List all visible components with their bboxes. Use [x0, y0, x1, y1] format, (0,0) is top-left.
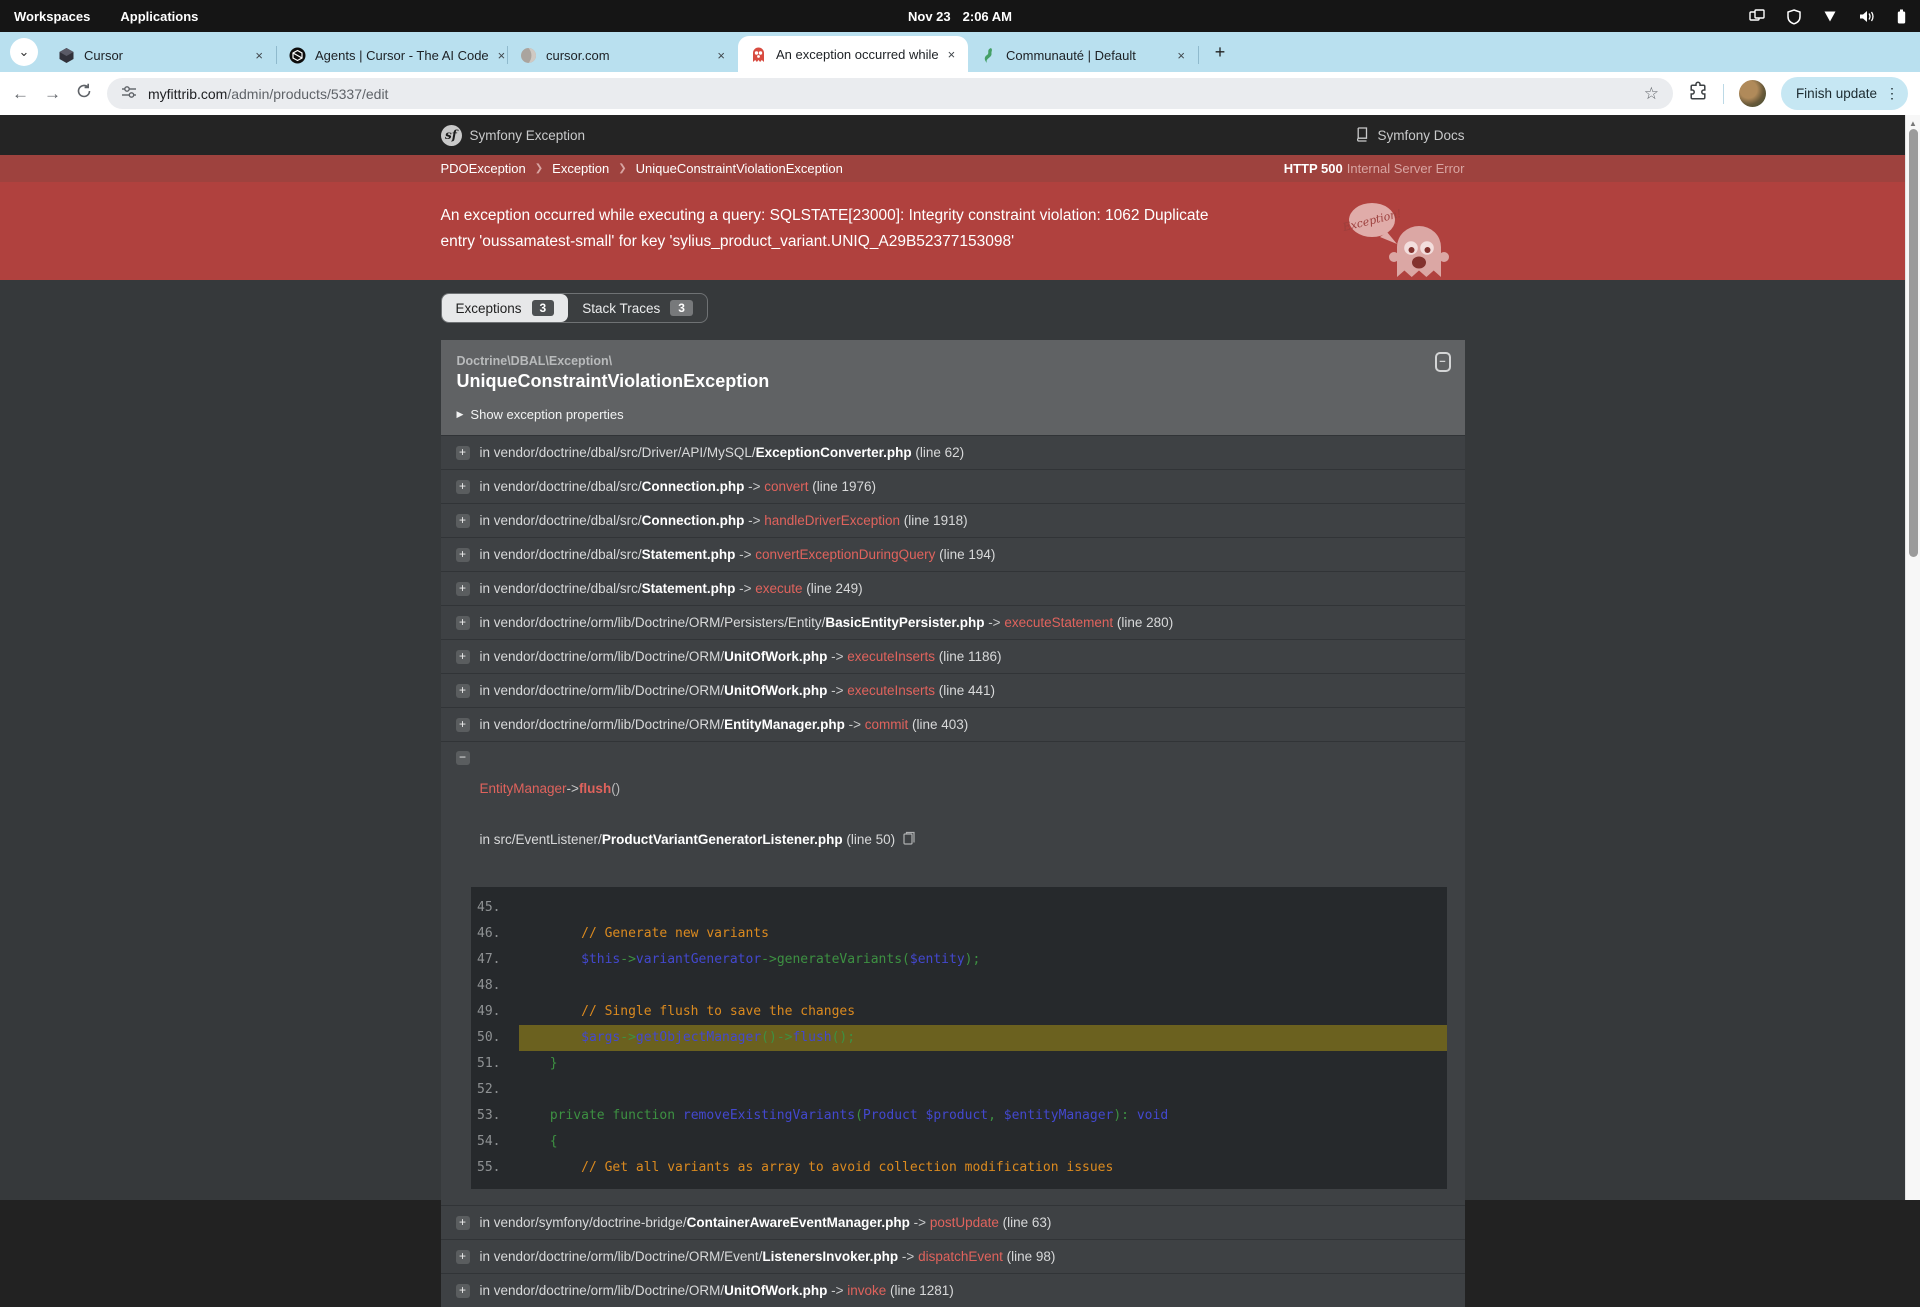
- trace-row[interactable]: [441, 605, 1465, 639]
- cursor-com-favicon: [520, 47, 537, 64]
- svg-text:Exception!: Exception!: [1340, 206, 1403, 235]
- expand-row-icon[interactable]: +: [456, 480, 470, 494]
- code-text: // Generate new variants: [518, 926, 769, 941]
- code-text: [519, 1077, 1447, 1103]
- trace-row[interactable]: [441, 707, 1465, 741]
- trace-text: in vendor/doctrine/dbal/src/Driver/API/MySQL/ExceptionConverter.php (line 62): [479, 445, 965, 460]
- line-number: 54.: [477, 1134, 501, 1149]
- code-text: [519, 895, 1447, 921]
- symfony-ghost-illustration: [1340, 199, 1463, 292]
- tab-cursor-com[interactable]: [508, 38, 738, 72]
- clock: Nov 23 2:06 AM: [907, 8, 1013, 24]
- code-excerpt: [471, 887, 1447, 1189]
- trace-row[interactable]: [441, 1239, 1465, 1273]
- expand-row-icon[interactable]: +: [456, 684, 470, 698]
- code-text: // Single flush to save the changes: [518, 1004, 856, 1019]
- shield-icon[interactable]: [1787, 9, 1801, 24]
- trace-row[interactable]: [441, 469, 1465, 503]
- http-status: HTTP 500 Internal Server Error: [1283, 161, 1465, 176]
- close-icon[interactable]: ×: [497, 47, 506, 63]
- browser-tab-strip: [0, 32, 1920, 72]
- trace-call: EntityManager->flush(): [479, 781, 621, 796]
- expand-row-icon[interactable]: +: [456, 1250, 470, 1264]
- tab-title: Cursor: [84, 47, 124, 63]
- scroll-up-arrow[interactable]: ▲: [1909, 119, 1917, 128]
- exception-namespace: Doctrine\DBAL\Exception\: [456, 354, 613, 368]
- chevron-right-icon: ❯: [618, 163, 627, 174]
- breadcrumb-item[interactable]: PDOException: [440, 161, 526, 176]
- line-number: 48.: [477, 978, 501, 993]
- trace-text: in vendor/doctrine/dbal/src/Statement.php -> execute (line 249): [479, 581, 863, 596]
- line-number: 45.: [477, 900, 501, 915]
- tab-exceptions[interactable]: Exceptions 3: [442, 294, 569, 322]
- code-text: private function removeExistingVariants(Product $product, $entityManager): void: [549, 1108, 1169, 1123]
- url-bar[interactable]: [107, 78, 1673, 109]
- exception-panel: [441, 340, 1465, 1307]
- stack-traces-count-badge: 3: [670, 300, 693, 316]
- code-line: [471, 895, 1447, 921]
- code-line: [471, 1077, 1447, 1103]
- expand-row-icon[interactable]: +: [456, 446, 470, 460]
- chevron-right-icon: ❯: [534, 163, 544, 174]
- workspaces-menu[interactable]: Workspaces: [14, 8, 91, 24]
- expand-row-icon[interactable]: +: [456, 582, 470, 596]
- show-exception-properties-toggle[interactable]: ▶ Show exception properties: [456, 407, 624, 422]
- exception-content: [0, 280, 1905, 1307]
- trace-row[interactable]: [441, 639, 1465, 673]
- trace-row[interactable]: [441, 1205, 1465, 1239]
- trace-row[interactable]: [441, 571, 1465, 605]
- toolbar-divider: [1723, 84, 1724, 104]
- breadcrumb-item[interactable]: Exception: [552, 161, 610, 176]
- stack-trace-list-top: [441, 435, 1465, 741]
- tab-exception-active[interactable]: [738, 36, 968, 72]
- code-excerpt-wrap: [441, 887, 1465, 1205]
- trace-row[interactable]: [441, 1273, 1465, 1307]
- exception-message: An exception occurred while executing a query: SQLSTATE[23000]: Integrity constraint violation: 1062 Duplicate entry 'oussamatest-small' for key 'sylius_product_variant.UNIQ_A29B52377153098': [440, 207, 1209, 250]
- code-line: [471, 921, 1447, 947]
- code-text: // Get all variants as array to avoid collection modification issues: [518, 1160, 1114, 1175]
- code-line: [471, 1025, 1447, 1051]
- line-number: 46.: [477, 926, 501, 941]
- trace-row[interactable]: [441, 673, 1465, 707]
- trace-text: in vendor/doctrine/dbal/src/Connection.php -> handleDriverException (line 1918): [479, 513, 968, 528]
- symfony-header: [0, 115, 1905, 155]
- screen-share-icon[interactable]: [1749, 9, 1765, 23]
- exception-panel-header: [441, 340, 1465, 435]
- tab-title: Communauté | Default: [1006, 47, 1136, 63]
- line-number: 51.: [477, 1056, 501, 1071]
- code-line: [471, 1103, 1447, 1129]
- close-icon[interactable]: ×: [947, 46, 956, 62]
- network-icon[interactable]: [1823, 10, 1837, 23]
- symfony-ghost-favicon: [750, 46, 767, 63]
- tab-title: Agents | Cursor - The AI Code: [315, 47, 489, 63]
- trace-text: in vendor/doctrine/dbal/src/Connection.php -> convert (line 1976): [479, 479, 877, 494]
- browser-toolbar: [0, 72, 1920, 115]
- tab-agents-cursor[interactable]: [277, 38, 507, 72]
- collapse-row-icon[interactable]: −: [456, 751, 470, 765]
- trace-row[interactable]: [441, 435, 1465, 469]
- new-tab-button[interactable]: +: [1214, 41, 1226, 62]
- site-settings-icon[interactable]: [121, 84, 137, 103]
- cursor-favicon: [58, 47, 75, 64]
- code-line: [471, 999, 1447, 1025]
- tab-separator: [1198, 46, 1199, 64]
- close-icon[interactable]: ×: [255, 47, 263, 63]
- vertical-scrollbar[interactable]: [1905, 115, 1920, 1200]
- expand-row-icon[interactable]: +: [456, 548, 470, 562]
- extensions-icon[interactable]: [1688, 81, 1708, 106]
- trace-text: in vendor/doctrine/dbal/src/Statement.php -> convertExceptionDuringQuery (line 194): [479, 547, 996, 562]
- code-text: $args->getObjectManager()->flush();: [519, 1025, 1447, 1051]
- expand-row-icon[interactable]: +: [456, 616, 470, 630]
- expanded-trace-row[interactable]: [441, 741, 1465, 887]
- back-button[interactable]: ←: [12, 83, 29, 103]
- exceptions-count-badge: 3: [532, 300, 555, 316]
- bookmark-star-icon[interactable]: ☆: [1643, 83, 1659, 103]
- web-page: [0, 115, 1905, 1298]
- code-line: [471, 1155, 1447, 1181]
- expand-row-icon[interactable]: +: [456, 1284, 470, 1298]
- browser-menu-icon[interactable]: ⋮: [1885, 85, 1899, 101]
- url-text: myfittrib.com/admin/products/5337/edit: [148, 85, 389, 102]
- close-icon[interactable]: ×: [1177, 47, 1185, 63]
- code-text: }: [518, 1056, 558, 1071]
- exception-message-banner: [0, 182, 1905, 280]
- chevron-down-icon: ⌄: [18, 44, 30, 59]
- system-top-bar: [0, 0, 1920, 32]
- book-icon: [1355, 127, 1369, 144]
- finish-update-button[interactable]: Finish update ⋮: [1781, 77, 1908, 110]
- expand-row-icon[interactable]: +: [456, 650, 470, 664]
- code-line: [471, 973, 1447, 999]
- trace-row[interactable]: [441, 503, 1465, 537]
- volume-icon[interactable]: [1859, 10, 1875, 23]
- line-number: 52.: [477, 1082, 501, 1097]
- reload-button[interactable]: [76, 83, 92, 104]
- battery-icon[interactable]: [1897, 9, 1906, 24]
- scrollbar-thumb[interactable]: [1909, 129, 1918, 557]
- tab-title: cursor.com: [546, 47, 610, 63]
- tab-title: An exception occurred while: [776, 46, 939, 62]
- trace-row[interactable]: [441, 537, 1465, 571]
- line-number: 55.: [477, 1160, 501, 1175]
- symfony-docs-link[interactable]: Symfony Docs: [1355, 127, 1464, 144]
- stack-trace-list-bottom: [441, 1205, 1465, 1307]
- profile-avatar[interactable]: [1739, 80, 1766, 107]
- line-number: 50.: [477, 1030, 501, 1045]
- line-number: 47.: [477, 952, 501, 967]
- close-icon[interactable]: ×: [717, 47, 725, 63]
- copy-path-icon[interactable]: [903, 831, 915, 848]
- communaute-favicon: [980, 47, 997, 64]
- agents-favicon: [289, 47, 306, 64]
- line-number: 53.: [477, 1108, 501, 1123]
- triangle-right-icon: ▶: [456, 409, 464, 419]
- trace-text: in vendor/doctrine/orm/lib/Doctrine/ORM/Event/ListenersInvoker.php -> dispatchEvent (line 98): [479, 1249, 1056, 1264]
- expand-row-icon[interactable]: +: [456, 718, 470, 732]
- exception-breadcrumb-bar: [0, 155, 1905, 182]
- trace-text: in vendor/doctrine/orm/lib/Doctrine/ORM/UnitOfWork.php -> executeInserts (line 1186): [479, 649, 1002, 664]
- code-text: {: [518, 1134, 558, 1149]
- code-line: [471, 1129, 1447, 1155]
- code-line: [471, 1051, 1447, 1077]
- tab-communaute[interactable]: [968, 38, 1198, 72]
- tab-cursor[interactable]: [46, 38, 276, 72]
- trace-text: in vendor/doctrine/orm/lib/Doctrine/ORM/Persisters/Entity/BasicEntityPersister.php -> executeStatement (line 280): [479, 615, 1174, 630]
- trace-text: in vendor/symfony/doctrine-bridge/ContainerAwareEventManager.php -> postUpdate (line 63): [479, 1215, 1052, 1230]
- collapse-panel-button[interactable]: −: [1435, 352, 1451, 372]
- breadcrumb-item[interactable]: UniqueConstraintViolationException: [635, 161, 843, 176]
- trace-tab-group: [441, 293, 708, 323]
- code-text: $this->variantGenerator->generateVariants($entity);: [581, 952, 981, 967]
- code-text: [519, 973, 1447, 999]
- code-line: [471, 947, 1447, 973]
- trace-text: in vendor/doctrine/orm/lib/Doctrine/ORM/EntityManager.php -> commit (line 403): [479, 717, 969, 732]
- tab-search-button[interactable]: [10, 38, 38, 66]
- tab-stack-traces[interactable]: Stack Traces 3: [568, 294, 707, 322]
- exception-class: UniqueConstraintViolationException: [456, 371, 770, 391]
- trace-text: in vendor/doctrine/orm/lib/Doctrine/ORM/UnitOfWork.php -> invoke (line 1281): [479, 1283, 954, 1298]
- applications-menu[interactable]: Applications: [120, 8, 199, 24]
- trace-text: in vendor/doctrine/orm/lib/Doctrine/ORM/UnitOfWork.php -> executeInserts (line 441): [479, 683, 996, 698]
- symfony-exception-brand: sf Symfony Exception: [441, 125, 586, 146]
- expand-row-icon[interactable]: +: [456, 514, 470, 528]
- trace-location: in src/EventListener/ProductVariantGeneratorListener.php (line 50): [480, 831, 916, 848]
- symfony-logo-icon: sf: [441, 125, 462, 146]
- line-number: 49.: [477, 1004, 501, 1019]
- forward-button[interactable]: →: [44, 83, 61, 103]
- expand-row-icon[interactable]: +: [456, 1216, 470, 1230]
